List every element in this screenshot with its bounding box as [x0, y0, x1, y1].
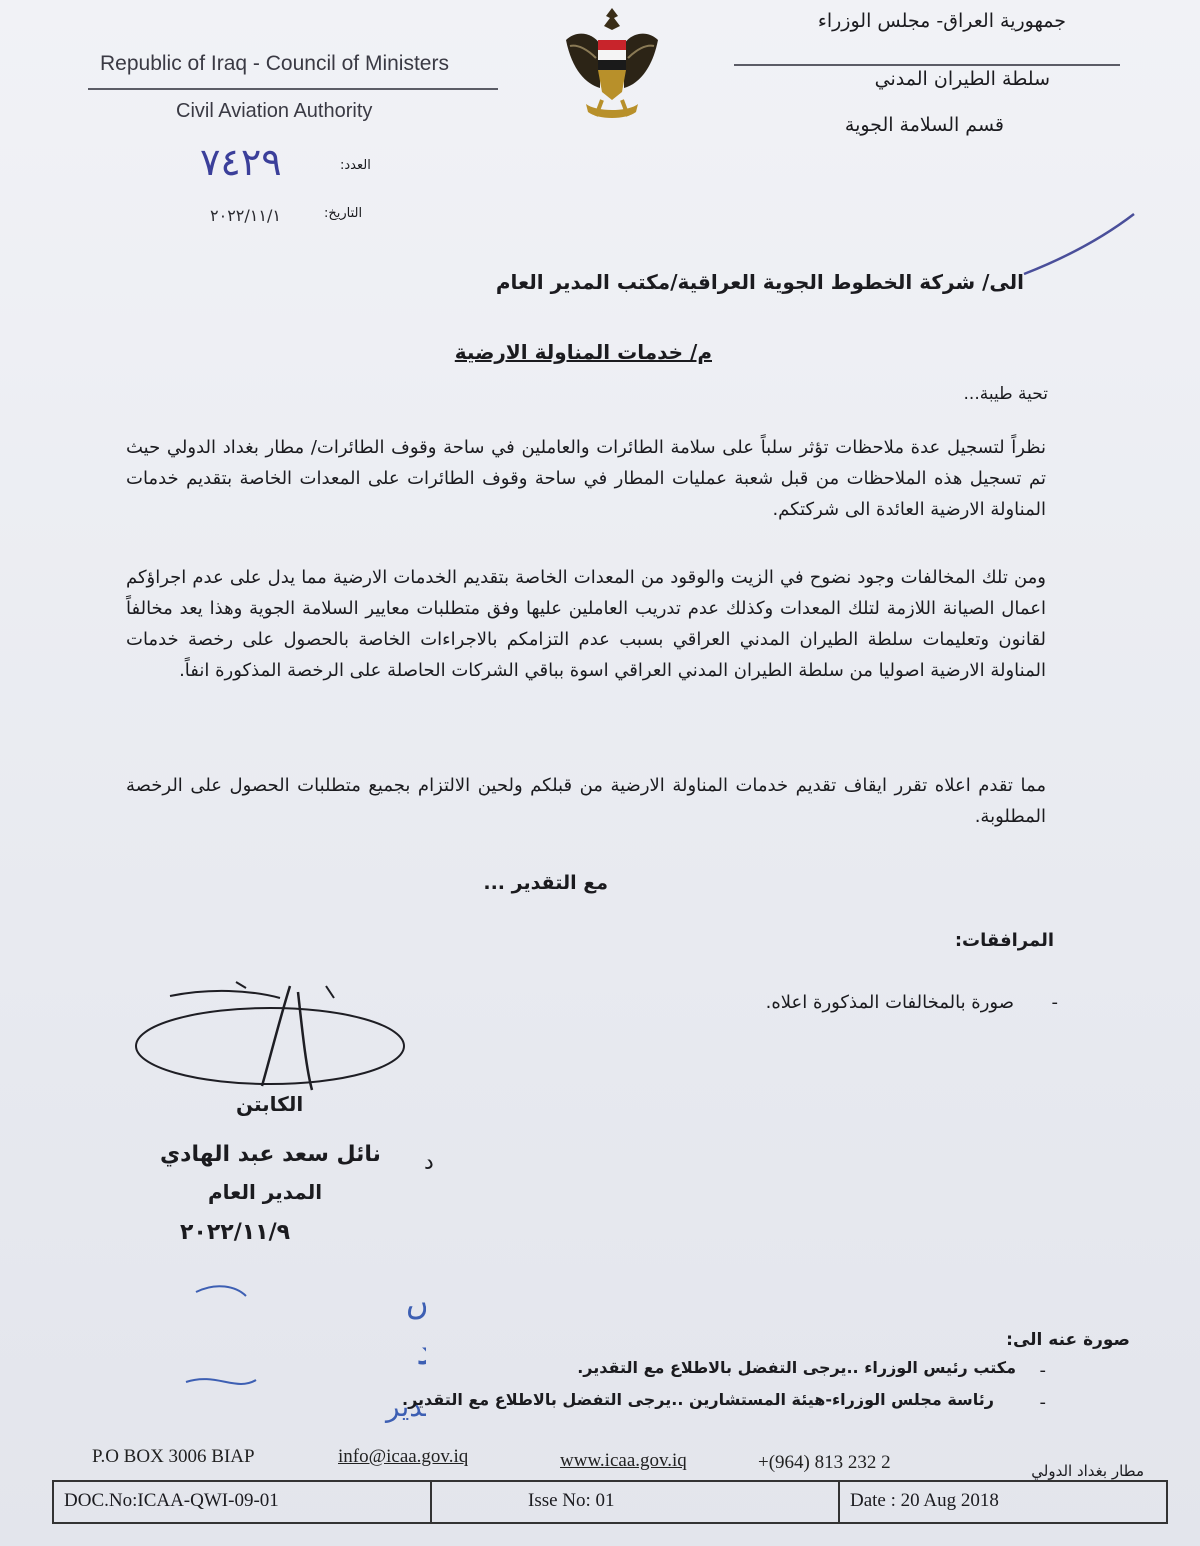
signatory-name: نائل سعد عبد الهادي: [160, 1142, 381, 1167]
ref-date-value: ٢٠٢٢/١١/١: [210, 206, 281, 225]
footer-website-link[interactable]: www.icaa.gov.iq: [560, 1450, 687, 1471]
attachment-item: صورة بالمخالفات المذكورة اعلاه.: [765, 992, 1014, 1013]
closing-line: مع التقدير ...: [483, 872, 608, 894]
greeting-line: تحية طيبة...: [963, 384, 1048, 404]
cc-title: صورة عنه الى:: [1006, 1330, 1130, 1350]
ref-number-label: العدد:: [340, 158, 371, 173]
header-ar-line1: جمهورية العراق- مجلس الوزراء: [817, 10, 1066, 32]
header-ar-line3: قسم السلامة الجوية: [844, 114, 1004, 136]
blue-ink-stamp: [176, 1272, 426, 1442]
header-en-line1: Republic of Iraq - Council of Ministers: [100, 52, 449, 75]
handwritten-signature: [130, 978, 430, 1108]
footer-pobox: P.O BOX 3006 BIAP: [92, 1446, 255, 1467]
signatory-title: الكابتن: [236, 1092, 304, 1116]
header-divider-left: [88, 88, 498, 90]
doc-date-cell: Date : 20 Aug 2018: [850, 1490, 999, 1511]
issue-number-cell: Isse No: 01: [432, 1482, 840, 1522]
signature-date: ٢٠٢٢/١١/٩: [180, 1220, 291, 1245]
stamp-line-2: [416, 1328, 426, 1374]
signatory-role: المدير العام: [208, 1180, 323, 1204]
body-paragraph-3: مما تقدم اعلاه تقرر ايقاف تقديم خدمات المناولة الارضية من قبلكم ولحين الالتزام بجميع متطلبات الحصول على الرخصة المطلوبة.: [126, 775, 1046, 827]
subject-line: م/ خدمات المناولة الارضية: [454, 340, 712, 364]
footer-phone: +(964) 813 232 2: [758, 1452, 891, 1473]
stamp-line-1: س: [406, 1282, 426, 1320]
ref-date-label: التاريخ:: [324, 206, 363, 221]
header-ar-line2: سلطة الطيران المدني: [874, 68, 1050, 90]
footer-email-link[interactable]: info@icaa.gov.iq: [338, 1446, 469, 1467]
footer-airport: مطار بغداد الدولي: [1031, 1462, 1144, 1480]
cc-item-2: رئاسة مجلس الوزراء-هيئة المستشارين ..يرجى التفضل بالاطلاع مع التقدير.: [401, 1390, 994, 1409]
cc-bullet-2: -: [1039, 1392, 1046, 1413]
signatory-mark: د: [424, 1150, 434, 1175]
pen-stroke-mark: [1020, 210, 1140, 280]
cc-bullet-1: -: [1039, 1360, 1046, 1381]
cc-item-1: مكتب رئيس الوزراء ..يرجى التفضل بالاطلاع مع التقدير.: [577, 1358, 1016, 1377]
iraq-emblem-icon: [556, 0, 668, 132]
header-en-line2: Civil Aviation Authority: [176, 100, 373, 122]
body-paragraph-2: ومن تلك المخالفات وجود نضوح في الزيت والوقود من المعدات الخاصة بتقديم الخدمات الارضية مما يدل على عدم اجراؤكم اعمال الصيانة اللازمة لتلك المعدات وكذلك عدم تدريب العاملين عليها وفق متطلبات معايير السلامة الجوية وهذا يعد مخالفاً لقانون وتعليمات سلطة الطيران المدني العراقي بسبب عدم التزامكم بالاجراءات الخاصة بالحصول على رخصة خدمات المناولة الارضية اصوليا من سلطة الطيران المدني العراقي اسوة بباقي الشركات الحاصلة على الرخصة المذكورة انفاً.: [126, 567, 1046, 681]
attachment-bullet: -: [1051, 992, 1058, 1013]
ref-number-value: ٧٤٢٩: [200, 140, 282, 184]
stamp-line-3: دير: [386, 1390, 424, 1423]
body-paragraph-1: نظراً لتسجيل عدة ملاحظات تؤثر سلباً على سلامة الطائرات والعاملين في ساحة وقوف الطائرات/ مطار بغداد الدولي حيث تم تسجيل هذه الملاحظات من قبل شعبة عمليات المطار في ساحة وقوف الطائرات على المعدات الخاصة بتقديم خدمات المناولة الارضية العائدة الى شركتكم.: [126, 437, 1046, 520]
doc-number-cell: DOC.No:ICAA-QWI-09-01: [54, 1482, 432, 1522]
recipient-line: الى/ شركة الخطوط الجوية العراقية/مكتب المدير العام: [495, 270, 1024, 294]
doc-control-table: [52, 1480, 1168, 1524]
header-divider-right: [734, 64, 1120, 66]
attachments-title: المرافقات:: [954, 930, 1054, 951]
